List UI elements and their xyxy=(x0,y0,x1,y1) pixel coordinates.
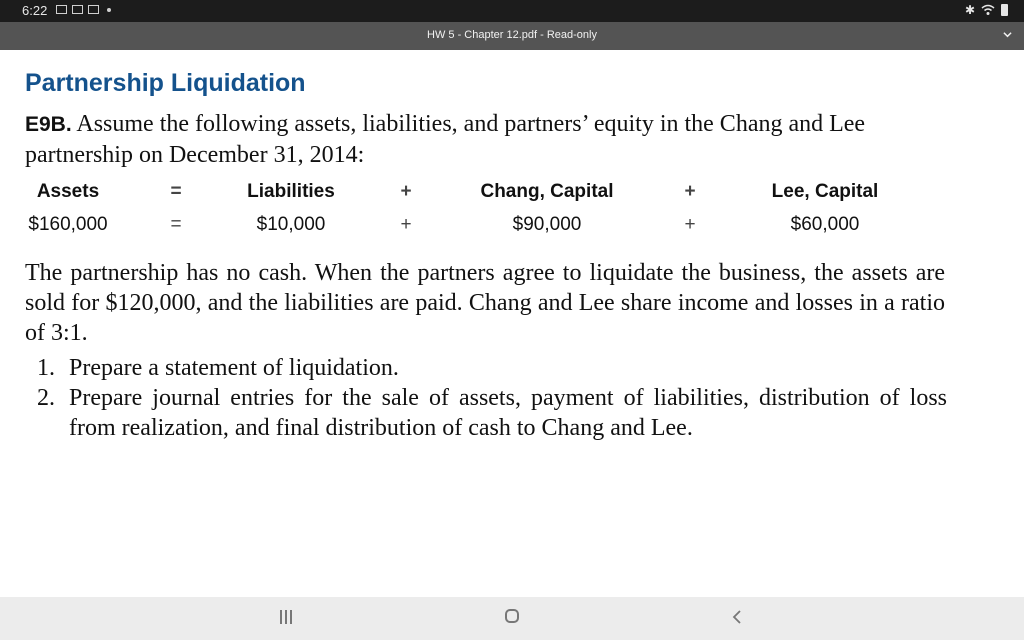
status-icons-left xyxy=(56,5,111,14)
section-title: Partnership Liquidation xyxy=(25,69,306,97)
equation-header-cell: = xyxy=(170,181,182,202)
list-item xyxy=(25,353,955,383)
equation-values-row xyxy=(25,214,955,244)
chevron-down-icon[interactable] xyxy=(1003,30,1012,39)
recent-apps-icon[interactable] xyxy=(280,610,292,624)
list-item-text: Prepare journal entries for the sale of assets, payment of liabilities, distribution of loss from realization, and final distribution of cash to Chang and Lee. xyxy=(69,385,947,441)
equation-header-row xyxy=(25,181,955,211)
equation-header-cell: Lee, Capital xyxy=(771,181,879,202)
equation-value-cell: $160,000 xyxy=(28,214,108,235)
battery-icon xyxy=(1001,4,1008,16)
equation-value-cell: $10,000 xyxy=(256,214,326,235)
status-icons-right xyxy=(965,3,1008,17)
equation-header-cell: + xyxy=(400,181,412,202)
list-item xyxy=(25,383,955,443)
equation-value-cell: = xyxy=(170,214,182,235)
image-icon xyxy=(56,5,67,14)
exercise-intro xyxy=(25,109,945,170)
exercise-intro-text: Assume the following assets, liabilities, and partners’ equity in the Chang and Lee partnership on December 31, 2014: xyxy=(25,111,866,168)
equation-header-cell: + xyxy=(684,181,696,202)
back-icon[interactable] xyxy=(731,609,743,625)
document-title: HW 5 - Chapter 12.pdf - Read-only xyxy=(427,29,597,41)
status-time: 6:22 xyxy=(22,3,48,18)
question-list xyxy=(25,353,955,443)
list-item-number: 2. xyxy=(37,385,55,411)
bluetooth-icon: ✱ xyxy=(964,3,975,17)
wifi-icon xyxy=(981,4,995,16)
equation-value-cell: $90,000 xyxy=(512,214,582,235)
exercise-body: The partnership has no cash. When the partners agree to liquidate the business, the assets are sold for $120,000, and the liabilities are paid. Chang and Lee share income and losses in a ratio of 3:1. xyxy=(25,260,945,346)
equation-value-cell: + xyxy=(400,214,412,235)
equation-header-cell: Assets xyxy=(36,181,100,202)
screen-share-icon xyxy=(72,5,83,14)
home-icon[interactable] xyxy=(505,609,519,623)
navigation-bar xyxy=(0,597,1024,640)
equation-value-cell: + xyxy=(684,214,696,235)
equation-value-cell: $60,000 xyxy=(790,214,860,235)
notification-dot-icon xyxy=(107,8,111,12)
status-bar xyxy=(0,0,1024,22)
equation-header-cell: Chang, Capital xyxy=(480,181,614,202)
equation-header-cell: Liabilities xyxy=(247,181,335,202)
title-bar xyxy=(0,22,1024,50)
list-item-text: Prepare a statement of liquidation. xyxy=(69,355,399,381)
mail-icon xyxy=(88,5,99,14)
list-item-number: 1. xyxy=(37,355,55,381)
exercise-label: E9B. xyxy=(25,113,72,136)
